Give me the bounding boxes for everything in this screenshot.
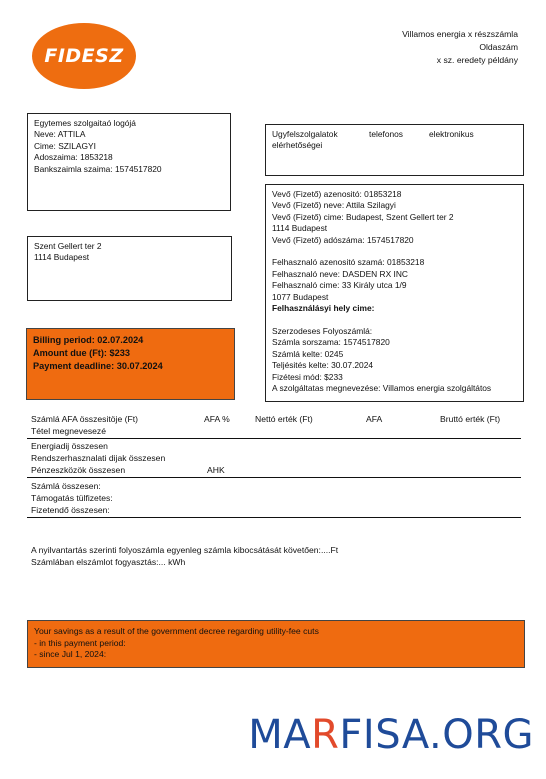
table-rule [27,438,521,439]
footer-logo-part: FISA.ORG [339,712,534,758]
table-row: Energiadij összesen [31,441,108,451]
col-afa-pct: AFA % [204,414,230,424]
buyer-line: Vevő (Fizető) cime: Budapest, Szent Gellert ter 2 [272,211,454,222]
fidesz-logo [32,23,136,89]
header-line: Villamos energia x részszámla [402,29,518,39]
buyer-line: Vevő (Fizető) adószáma: 1574517820 [272,234,414,245]
provider-line: Neve: ATTILA [34,129,86,140]
logo-text: FIDESZ [44,45,124,67]
buyer-line: Felhasznaló cime: 33 Király utca 1/9 [272,280,407,291]
invoice-header [402,28,518,67]
buyer-line: Vevő (Fizető) azenositó: 01853218 [272,189,402,199]
savings-line: - in this payment period: [34,637,126,648]
provider-line: Bankszaimla szaima: 1574517820 [34,163,162,174]
header-line: Oldaszám [479,42,518,52]
buyer-line: 1077 Budapest [272,291,329,302]
provider-box [27,113,231,211]
savings-line: - since Jul 1, 2024: [34,649,107,660]
provider-line: Cime: SZILAGYI [34,140,96,151]
item-header: Tétel megnevesezé [31,426,106,436]
customer-service-box [265,124,524,176]
savings-line: Your savings as a result of the government decree regarding utility-fee cuts [34,626,319,636]
provider-line: Adoszaima: 1853218 [34,152,113,163]
balance-note: A nyilvantartás szerinti folyoszámla egyenleg számla kibocsátását követően:....Ft [31,545,339,555]
col-summary: Számlá AFA összesitöje (Ft) [31,414,138,424]
buyer-line: Szerzodeses Folyoszámlá: [272,325,373,336]
billing-summary-box [26,328,235,400]
marfisa-logo [248,712,534,758]
amount-due: Amount due (Ft): $233 [33,348,130,358]
payment-deadline: Payment deadline: 30.07.2024 [33,361,163,371]
header-line: x sz. eredety példány [436,55,518,65]
table-rule [27,477,521,478]
buyer-line: Számlá kelte: 0245 [272,348,344,359]
cs-electronic: elektronikus [429,129,474,139]
total-row: Számlá összesen: [31,481,101,491]
savings-box [27,620,525,668]
total-row: Támogatás tülfizetes: [31,493,113,503]
col-afa: AFA [366,414,383,424]
buyer-line: Vevő (Fizető) neve: Attila Szilagyi [272,200,396,211]
buyer-line: 1114 Budapest [272,223,328,234]
buyer-box [265,184,524,402]
buyer-line: Teljésités kelte: 30.07.2024 [272,360,374,371]
buyer-line: A szolgáltatas megnevezése: Villamos energia szolgáltátos [272,382,492,393]
address-line: 1114 Budapest [34,252,90,263]
table-row: Rendszerhasznalati dijak összesen [31,453,166,463]
buyer-line: Felhasznaló azenositó szamá: 01853218 [272,257,425,268]
cs-phone: telefonos [369,129,403,139]
table-row: Pénzeszközök összesen [31,465,126,475]
buyer-line: Fizétesi mód: $233 [272,371,343,382]
provider-line: Egytemes szolgaitaó logójá [34,118,136,128]
buyer-line [272,314,517,325]
table-rule [27,517,521,518]
total-row: Fizetendő összesen: [31,505,110,515]
cs-line2: elérhetőségei [272,140,323,151]
col-gross: Bruttó erték (Ft) [440,414,501,424]
billing-period: Billing period: 02.07.2024 [33,335,144,345]
buyer-line [272,246,517,257]
address-box [27,236,232,301]
footer-logo-part: MA [248,712,312,758]
consumption-note: Számlában elszámlot fogyasztás:... kWh [31,557,186,567]
buyer-line: Felhasznaló neve: DASDEN RX INC [272,268,408,279]
cs-label: Ugyfelszolgalatok [272,129,338,139]
ahk-label: AHK [207,465,225,475]
buyer-line: Számla sorszama: 1574517820 [272,337,390,348]
footer-logo-accent: R [311,712,340,758]
buyer-line: Felhasználásyi hely cime: [272,303,375,314]
address-line: Szent Gellert ter 2 [34,241,102,251]
col-net: Nettó erték (Ft) [255,414,313,424]
